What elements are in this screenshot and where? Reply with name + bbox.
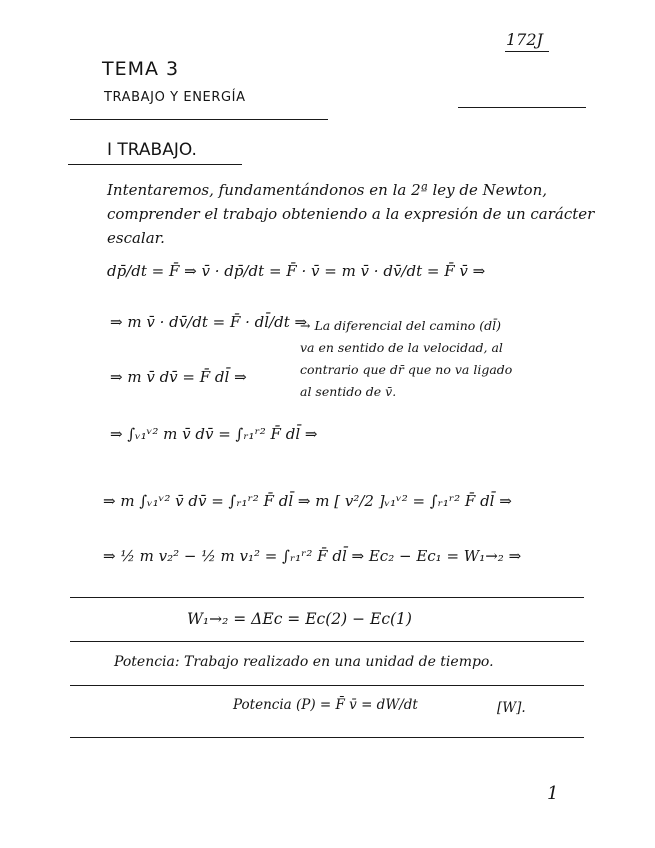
side-note-line: → La diferencial del camino (dl̄) <box>300 318 502 333</box>
side-note-line: va en sentido de la velocidad, al <box>300 340 503 355</box>
header-rule-left <box>70 119 328 120</box>
intro-line: Intentaremos, fundamentándonos en la 2ª ley de Newton, <box>107 181 548 199</box>
side-note-line: contrario que dr̄ que no va ligado <box>300 362 513 377</box>
tema-subtitle: TRABAJO Y ENERGÍA <box>104 90 246 105</box>
power-unit: [W]. <box>497 700 526 716</box>
equation-3: ⇒ m v̄ dv̄ = F̄ dl̄ ⇒ <box>110 368 247 386</box>
intro-line: comprender el trabajo obteniendo a la expresión de un carácter <box>107 205 595 223</box>
power-definition: Potencia: Trabajo realizado en una unidad de tiempo. <box>114 654 494 670</box>
rule-below-work <box>70 641 584 642</box>
header-rule-right <box>458 107 586 108</box>
equation-4: ⇒ ∫ᵥ₁ᵛ² m v̄ dv̄ = ∫ᵣ₁ʳ² F̄ dl̄ ⇒ <box>110 425 318 443</box>
side-note-line: al sentido de v̄. <box>300 384 397 399</box>
rule-below-power-def <box>70 685 584 686</box>
rule-above-work <box>70 597 584 598</box>
page-code: 172J <box>506 30 543 49</box>
section-underline <box>68 164 242 165</box>
equation-5: ⇒ m ∫ᵥ₁ᵛ² v̄ dv̄ = ∫ᵣ₁ʳ² F̄ dl̄ ⇒ m [ v²/2 ]ᵥ₁ᵛ² = ∫ᵣ₁ʳ² F̄ dl̄ ⇒ <box>103 492 512 510</box>
equation-6: ⇒ ½ m v₂² − ½ m v₁² = ∫ᵣ₁ʳ² F̄ dl̄ ⇒ Ec₂ − Ec₁ = W₁→₂ ⇒ <box>103 547 522 565</box>
page-code-underline <box>505 51 549 52</box>
intro-paragraph <box>107 178 595 250</box>
tema-heading: TEMA 3 <box>102 58 180 80</box>
section-title: I TRABAJO. <box>107 140 197 160</box>
work-energy-formula: W₁→₂ = ΔEc = Ec(2) − Ec(1) <box>187 610 412 628</box>
equation-2: ⇒ m v̄ · dv̄/dt = F̄ · dl̄/dt ⇒ <box>110 313 308 331</box>
page-number: 1 <box>547 783 559 804</box>
intro-line: escalar. <box>107 229 165 247</box>
side-note <box>300 315 512 403</box>
rule-below-power <box>70 737 584 738</box>
power-formula: Potencia (P) = F̄ v̄ = dW/dt <box>233 697 418 713</box>
equation-1: dp̄/dt = F̄ ⇒ v̄ · dp̄/dt = F̄ · v̄ = m v̄ · dv̄/dt = F̄ v̄ ⇒ <box>107 262 486 280</box>
